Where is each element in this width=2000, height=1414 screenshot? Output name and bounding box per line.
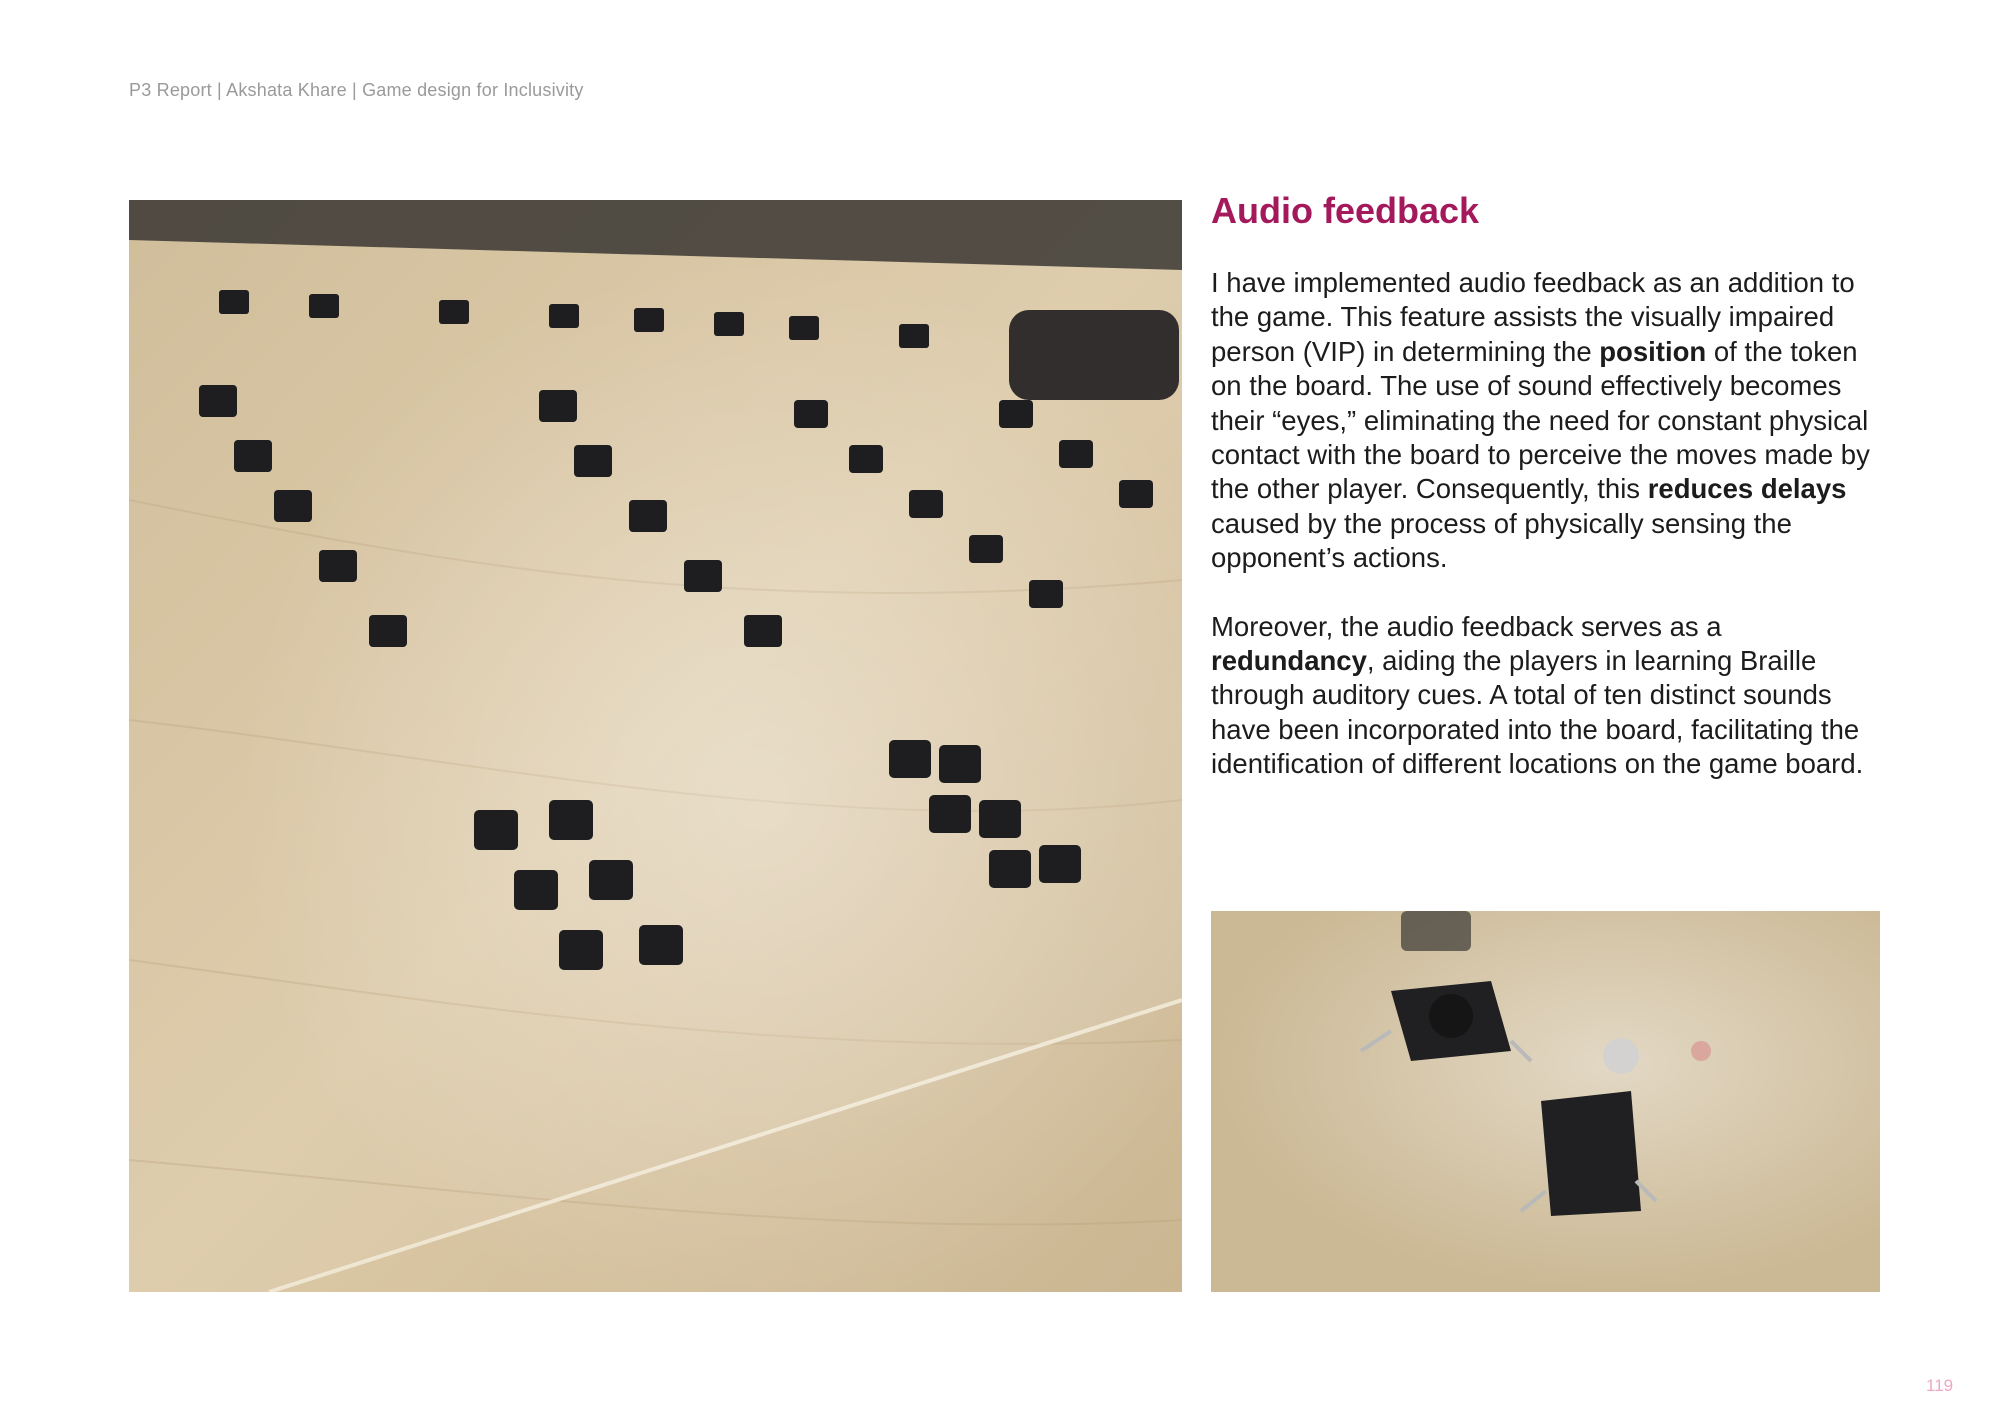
board-photo bbox=[129, 200, 1182, 1292]
paragraph-1-text-b: of the token on the board. The use of sound effectively becomes their “eyes,” eliminating the need for constant physical contact with the board to perceive the moves made by the other player. Consequently, this bbox=[1211, 335, 1870, 505]
page-number: 119 bbox=[1926, 1376, 1954, 1395]
running-header: P3 Report | Akshata Khare | Game design for Inclusivity bbox=[129, 80, 584, 100]
highlight-redundancy: redundancy bbox=[1211, 645, 1367, 677]
paragraph-1 bbox=[1211, 266, 1891, 576]
button-closeup-photo bbox=[1211, 911, 1880, 1292]
paragraph-2-text-b: , aiding the players in learning Braille through auditory cues. A total of ten distinct sounds have been incorporated into the board, facilitating the identification of different locations on the game board. bbox=[1211, 645, 1864, 780]
body-text bbox=[1211, 266, 1891, 782]
paragraph-2-text-a: Moreover, the audio feedback serves as a bbox=[1211, 610, 1722, 642]
highlight-reduces-delays: reduces delays bbox=[1647, 473, 1847, 505]
paragraph-1-text-c: caused by the process of physically sensing the opponent’s actions. bbox=[1211, 507, 1792, 574]
paragraph-1-text-a: I have implemented audio feedback as an addition to the game. This feature assists the visually impaired person (VIP) in determining the bbox=[1211, 267, 1855, 367]
paragraph-2 bbox=[1211, 610, 1891, 782]
section-title: Audio feedback bbox=[1211, 190, 1480, 231]
highlight-position: position bbox=[1599, 335, 1707, 367]
